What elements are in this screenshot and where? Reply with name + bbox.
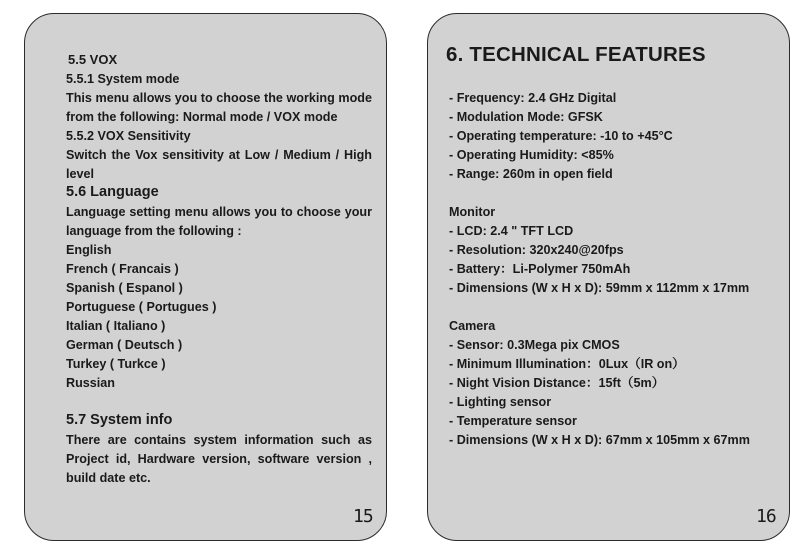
spec-group-heading-camera: Camera bbox=[449, 319, 496, 333]
page-title: 6. TECHNICAL FEATURES bbox=[446, 43, 706, 66]
spec-item: - Operating Humidity: <85% bbox=[449, 148, 614, 162]
system-info-text-line: Project id, Hardware version, software version , bbox=[66, 452, 372, 466]
page-number: 16 bbox=[756, 506, 776, 527]
spec-item: - Range: 260m in open field bbox=[449, 167, 613, 181]
subsection-heading-vox-sensitivity: 5.5.2 VOX Sensitivity bbox=[66, 129, 191, 143]
language-list-item: German ( Deutsch ) bbox=[66, 338, 183, 352]
spec-item: - Battery：Li-Polymer 750mAh bbox=[449, 262, 631, 276]
spec-item: - LCD: 2.4 " TFT LCD bbox=[449, 224, 574, 238]
spec-item: - Dimensions (W x H x D): 59mm x 112mm x 17mm bbox=[449, 281, 750, 295]
spec-item: - Frequency: 2.4 GHz Digital bbox=[449, 91, 617, 105]
language-text-line: language from the following : bbox=[66, 224, 242, 238]
language-list-item: Spanish ( Espanol ) bbox=[66, 281, 183, 295]
vox-sensitivity-text-line: level bbox=[66, 167, 95, 181]
spec-group-heading-monitor: Monitor bbox=[449, 205, 496, 219]
spec-item: - Sensor: 0.3Mega pix CMOS bbox=[449, 338, 620, 352]
spec-item: - Dimensions (W x H x D): 67mm x 105mm x 67mm bbox=[449, 433, 750, 447]
spec-item: - Night Vision Distance：15ft（5m） bbox=[449, 376, 665, 390]
spec-item: - Modulation Mode: GFSK bbox=[449, 110, 603, 124]
system-info-text-line: build date etc. bbox=[66, 471, 151, 485]
language-list-item: Portuguese ( Portugues ) bbox=[66, 300, 217, 314]
spec-item: - Minimum Illumination：0Lux（IR on） bbox=[449, 357, 685, 371]
spec-item: - Resolution: 320x240@20fps bbox=[449, 243, 624, 257]
language-list-item: Turkey ( Turkce ) bbox=[66, 357, 166, 371]
system-mode-text-line: from the following: Normal mode / VOX mode bbox=[66, 110, 338, 124]
language-list-item: English bbox=[66, 243, 112, 257]
vox-sensitivity-text-line: Switch the Vox sensitivity at Low / Medium / High bbox=[66, 148, 372, 162]
page-number: 15 bbox=[353, 506, 373, 527]
language-list-item: Italian ( Italiano ) bbox=[66, 319, 166, 333]
system-info-text-line: There are contains system information such as bbox=[66, 433, 372, 447]
language-list-item: French ( Francais ) bbox=[66, 262, 179, 276]
spec-item: - Operating temperature: -10 to +45°C bbox=[449, 129, 673, 143]
system-mode-text-line: This menu allows you to choose the working mode bbox=[66, 91, 372, 105]
section-heading-vox: 5.5 VOX bbox=[68, 52, 118, 67]
subsection-heading-system-mode: 5.5.1 System mode bbox=[66, 72, 180, 86]
section-heading-system-info: 5.7 System info bbox=[66, 412, 173, 428]
language-list-item: Russian bbox=[66, 376, 115, 390]
section-heading-language: 5.6 Language bbox=[66, 184, 159, 200]
spec-item: - Lighting sensor bbox=[449, 395, 552, 409]
spec-item: - Temperature sensor bbox=[449, 414, 577, 428]
language-text-line: Language setting menu allows you to choose your bbox=[66, 205, 372, 219]
